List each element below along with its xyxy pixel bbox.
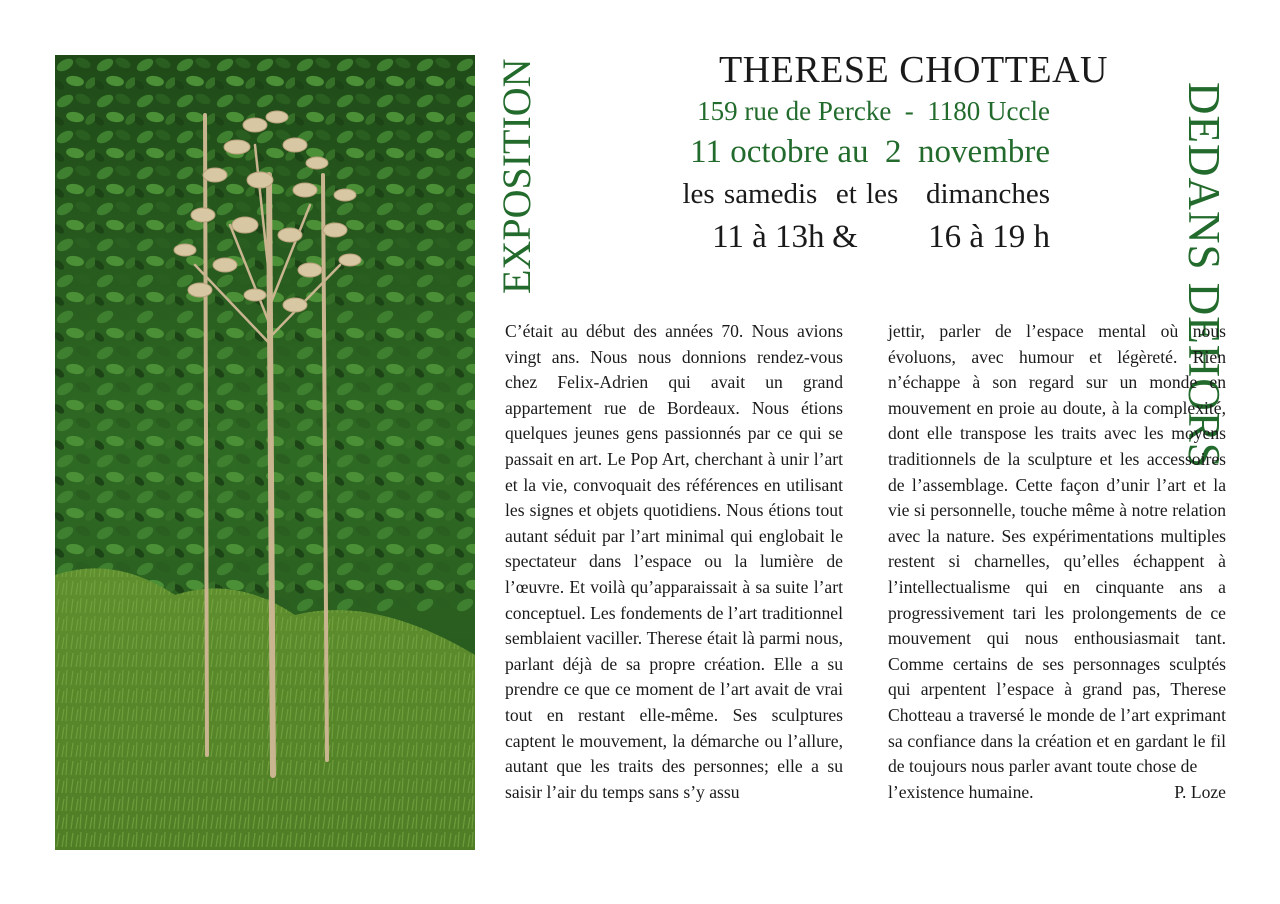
hours-separator: &: [832, 219, 858, 255]
text-column-left: C’était au début des années 70. Nous avions vingt ans. Nous nous donnions rendez-vous chez Felix-Adrien qui avait un grand appartement rue de Bordeaux. Nous étions quelques jeunes gens passionnés par ce qui se passait en art. Le Pop Art, cherchant à unir l’art et la vie, convoquait des références en utilisant les signes et objets quotidiens. Nous étions tout autant séduit par l’art minimal qui englobait le spectateur dans l’espace ou la lumière de l’œuvre. Et voilà qu’apparaissait à sa suite l’art conceptuel. Les fondements de l’art traditionnel semblaient vaciller. Therese était là parmi nous, parlant déjà de sa propre création. Elle a su prendre ce que ce moment de l’art avait de vrai tout en restant elle-même. Ses sculptures captent le mouvement, la démarche ou l’allure, autant que les traits des personnes; elle a su saisir l’air du temps sans s’y assu: [505, 321, 843, 802]
hours-morning: 11 à 13h: [712, 219, 825, 255]
series-title: DEDANS DEHORS: [1179, 82, 1229, 469]
gallery-address: 159 rue de Percke - 1180 Uccle: [697, 96, 1050, 126]
hours-afternoon: 16 à 19 h: [928, 219, 1050, 255]
exhibition-dates: 11 octobre au 2 novembre: [690, 134, 1050, 170]
opening-hours: [560, 214, 1108, 260]
author-signature: P. Loze: [1174, 781, 1226, 802]
sculpture-photo: [55, 55, 475, 850]
closing-line: [888, 780, 1226, 806]
artist-name: THERESE CHOTTEAU: [718, 49, 1108, 91]
closing-text: l’existence humaine.: [888, 781, 1034, 802]
exposition-label: EXPOSITION: [494, 58, 539, 294]
text-column-right: [888, 319, 1226, 805]
text-column-right-body: jettir, parler de l’espace mental où nous évoluons, avec humour et légèreté. Rien n’échappe à son regard sur un monde en mouvement en proie au doute, à la complexité, dont elle transpose les traits avec les moyens traditionnels de la sculpture et les accessoires de l’assemblage. Cette façon d’unir l’art et la vie si personnelle, touche même à notre relation avec la nature. Ses expérimentations multiples restent si charnelles, qu’elles échappent à l’intellectualisme qui en cinquante ans a progressivement tari les prolongements de ce mouvement qui nous enthousiasmait tant. Comme certains de ses personnages sculptés qui arpentent l’espace à grand pas, Therese Chotteau a traversé le monde de l’art exprimant sa confiance dans la création et en gardant le fil de toujours nous parler avant toute chose de: [888, 321, 1226, 777]
exhibition-header: [560, 50, 1108, 260]
opening-days: les samedis et les dimanches: [682, 178, 1050, 210]
